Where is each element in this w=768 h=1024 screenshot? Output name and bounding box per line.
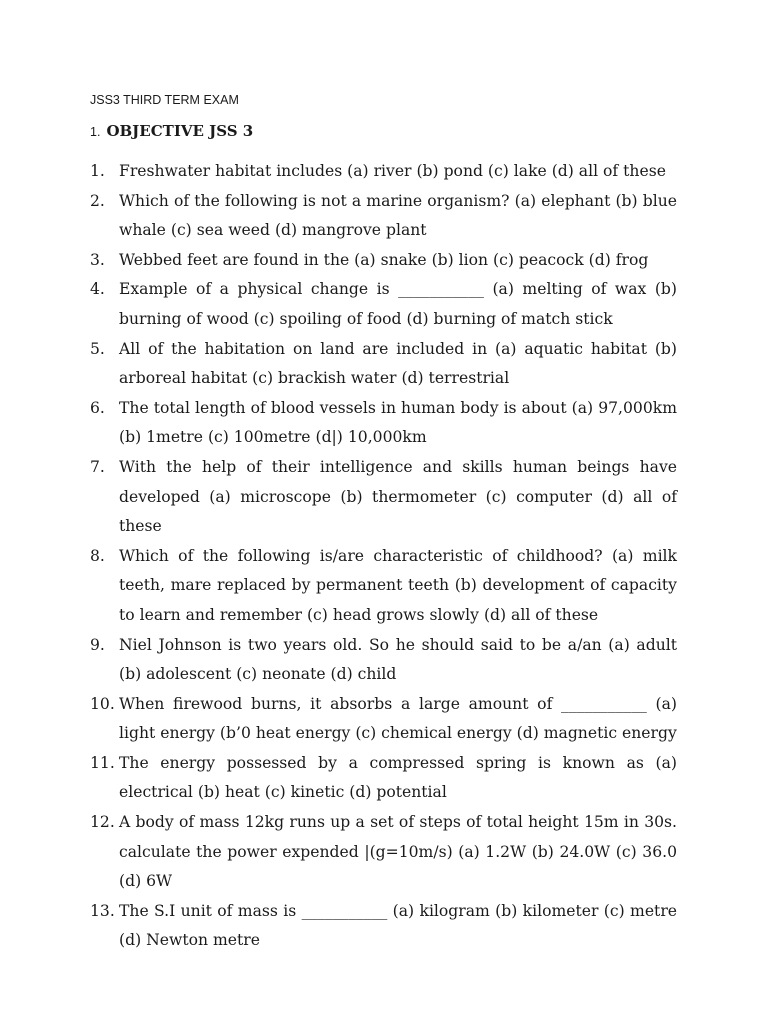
question-text: When firewood burns, it absorbs a large amount of ___________ (a) light energy (b’0 heat energy (c) chemical energy (d) magnetic energy: [119, 694, 677, 743]
question-text: A body of mass 12kg runs up a set of steps of total height 15m in 30s. calculate the power expended |(g=10m/s) (a) 1.2W (b) 24.0W (c) 36.0 (d) 6W: [119, 813, 677, 891]
question-item: [90, 897, 677, 956]
question-text: Webbed feet are found in the (a) snake (b) lion (c) peacock (d) frog: [119, 250, 649, 269]
question-item: [90, 453, 677, 542]
section-number: 1.: [90, 125, 101, 139]
question-item: [90, 690, 677, 749]
question-number: 13.: [90, 901, 115, 920]
question-text: Niel Johnson is two years old. So he should said to be a/an (a) adult (b) adolescent (c) neonate (d) child: [119, 635, 677, 684]
question-text: The total length of blood vessels in human body is about (a) 97,000km (b) 1metre (c) 100metre (d|) 10,000km: [119, 398, 677, 447]
question-number: 9.: [90, 635, 105, 654]
question-text: Which of the following is/are characteristic of childhood? (a) milk teeth, mare replaced by permanent teeth (b) development of capacity to learn and remember (c) head grows slowly (d) all of these: [119, 546, 677, 624]
section-heading-text: OBJECTIVE JSS 3: [106, 122, 254, 140]
question-text: Example of a physical change is ___________ (a) melting of wax (b) burning of wood (c) spoiling of food (d) burning of match stick: [119, 280, 677, 328]
question-item: [90, 394, 677, 453]
question-item: [90, 749, 677, 808]
question-item: [90, 631, 677, 690]
question-number: 5.: [90, 339, 105, 358]
question-item: [90, 246, 677, 276]
question-number: 1.: [90, 162, 105, 180]
exam-title: JSS3 THIRD TERM EXAM: [90, 93, 239, 107]
question-number: 6.: [90, 398, 105, 417]
question-item: [90, 808, 677, 897]
question-item: [90, 275, 677, 334]
question-text: With the help of their intelligence and skills human beings have developed (a) microscope (b) thermometer (c) computer (d) all of these: [119, 457, 677, 536]
section-heading: [90, 122, 253, 140]
question-number: 12.: [90, 813, 115, 832]
question-text: The S.I unit of mass is ___________ (a) kilogram (b) kilometer (c) metre (d) Newton metre: [119, 901, 677, 950]
question-number: 4.: [90, 280, 105, 299]
question-item: [90, 335, 677, 394]
question-text: Which of the following is not a marine organism? (a) elephant (b) blue whale (c) sea weed (d) mangrove plant: [119, 191, 677, 240]
question-text: All of the habitation on land are included in (a) aquatic habitat (b) arboreal habitat (c) brackish water (d) terrestrial: [119, 339, 677, 388]
question-number: 3.: [90, 250, 105, 269]
question-item: [90, 542, 677, 631]
question-text: The energy possessed by a compressed spring is known as (a) electrical (b) heat (c) kinetic (d) potential: [119, 753, 677, 802]
question-number: 2.: [90, 191, 105, 210]
question-item: [90, 187, 677, 246]
question-text: Freshwater habitat includes (a) river (b) pond (c) lake (d) all of these: [119, 162, 666, 180]
question-number: 7.: [90, 457, 105, 476]
question-number: 11.: [90, 753, 115, 772]
question-item: [90, 157, 677, 187]
question-number: 8.: [90, 546, 105, 565]
question-number: 10.: [90, 694, 115, 713]
question-list: [90, 157, 677, 956]
